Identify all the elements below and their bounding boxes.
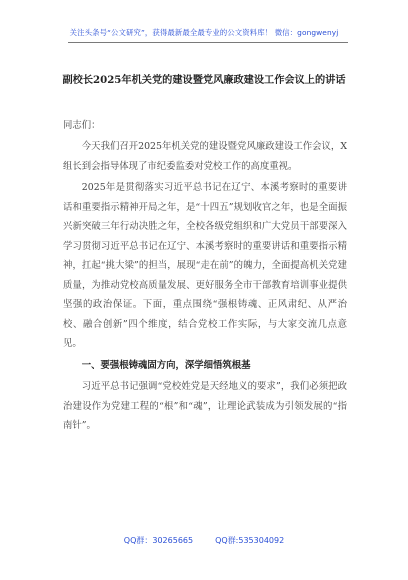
document-body [63, 137, 347, 438]
section-paragraph: 习近平总书记强调“党校姓党是天经地义的要求”，我们必须把政治建设作为党建工程的“根”和“魂”，让理论武装成为引领发展的“指南针”。 [63, 381, 347, 431]
qq-footer [0, 535, 408, 546]
salutation: 同志们： [63, 120, 101, 131]
paragraph-2: 2025年是贯彻落实习近平总书记在辽宁、本溪考察时的重要讲话和重要指示精神开局之年，是“十四五”规划收官之年，也是全面振兴新突破三年行动决胜之年，全校各级党组织和广大党员干部要深入学习贯彻习近平总书记在辽宁、本溪考察时的重要讲话和重要指示精神，扛起“挑大梁”的担当，展现“走在前”的魄力，全面提高机关党建质量，为推动党校高质量发展、更好服务全市干部教育培训事业提供坚强的政治保证。下面，重点围绕“强根铸魂、正风肃纪、从严治校、融合创新”四个维度，结合党校工作实际，与大家交流几点意见。 [63, 182, 347, 349]
section-heading: 一、要强根铸魂固方向，深学细悟筑根基 [81, 359, 251, 371]
qq-group-2: QQ群:535304092 [215, 536, 285, 545]
promo-banner: 关注头条号“公文研究”，获得最新最全最专业的公文资料库！ 微信：gongwenyj [69, 28, 339, 37]
qq-group-1: QQ群：30265665 [123, 536, 194, 545]
banner-divider [68, 42, 348, 43]
document-title: 副校长2025年机关党的建设暨党风廉政建设工作会议上的讲话 [62, 74, 346, 86]
paragraph-1: 今天我们召开2025年机关党的建设暨党风廉政建设工作会议，X组长到会指导体现了市纪委监委对党校工作的高度重视。 [63, 141, 347, 172]
